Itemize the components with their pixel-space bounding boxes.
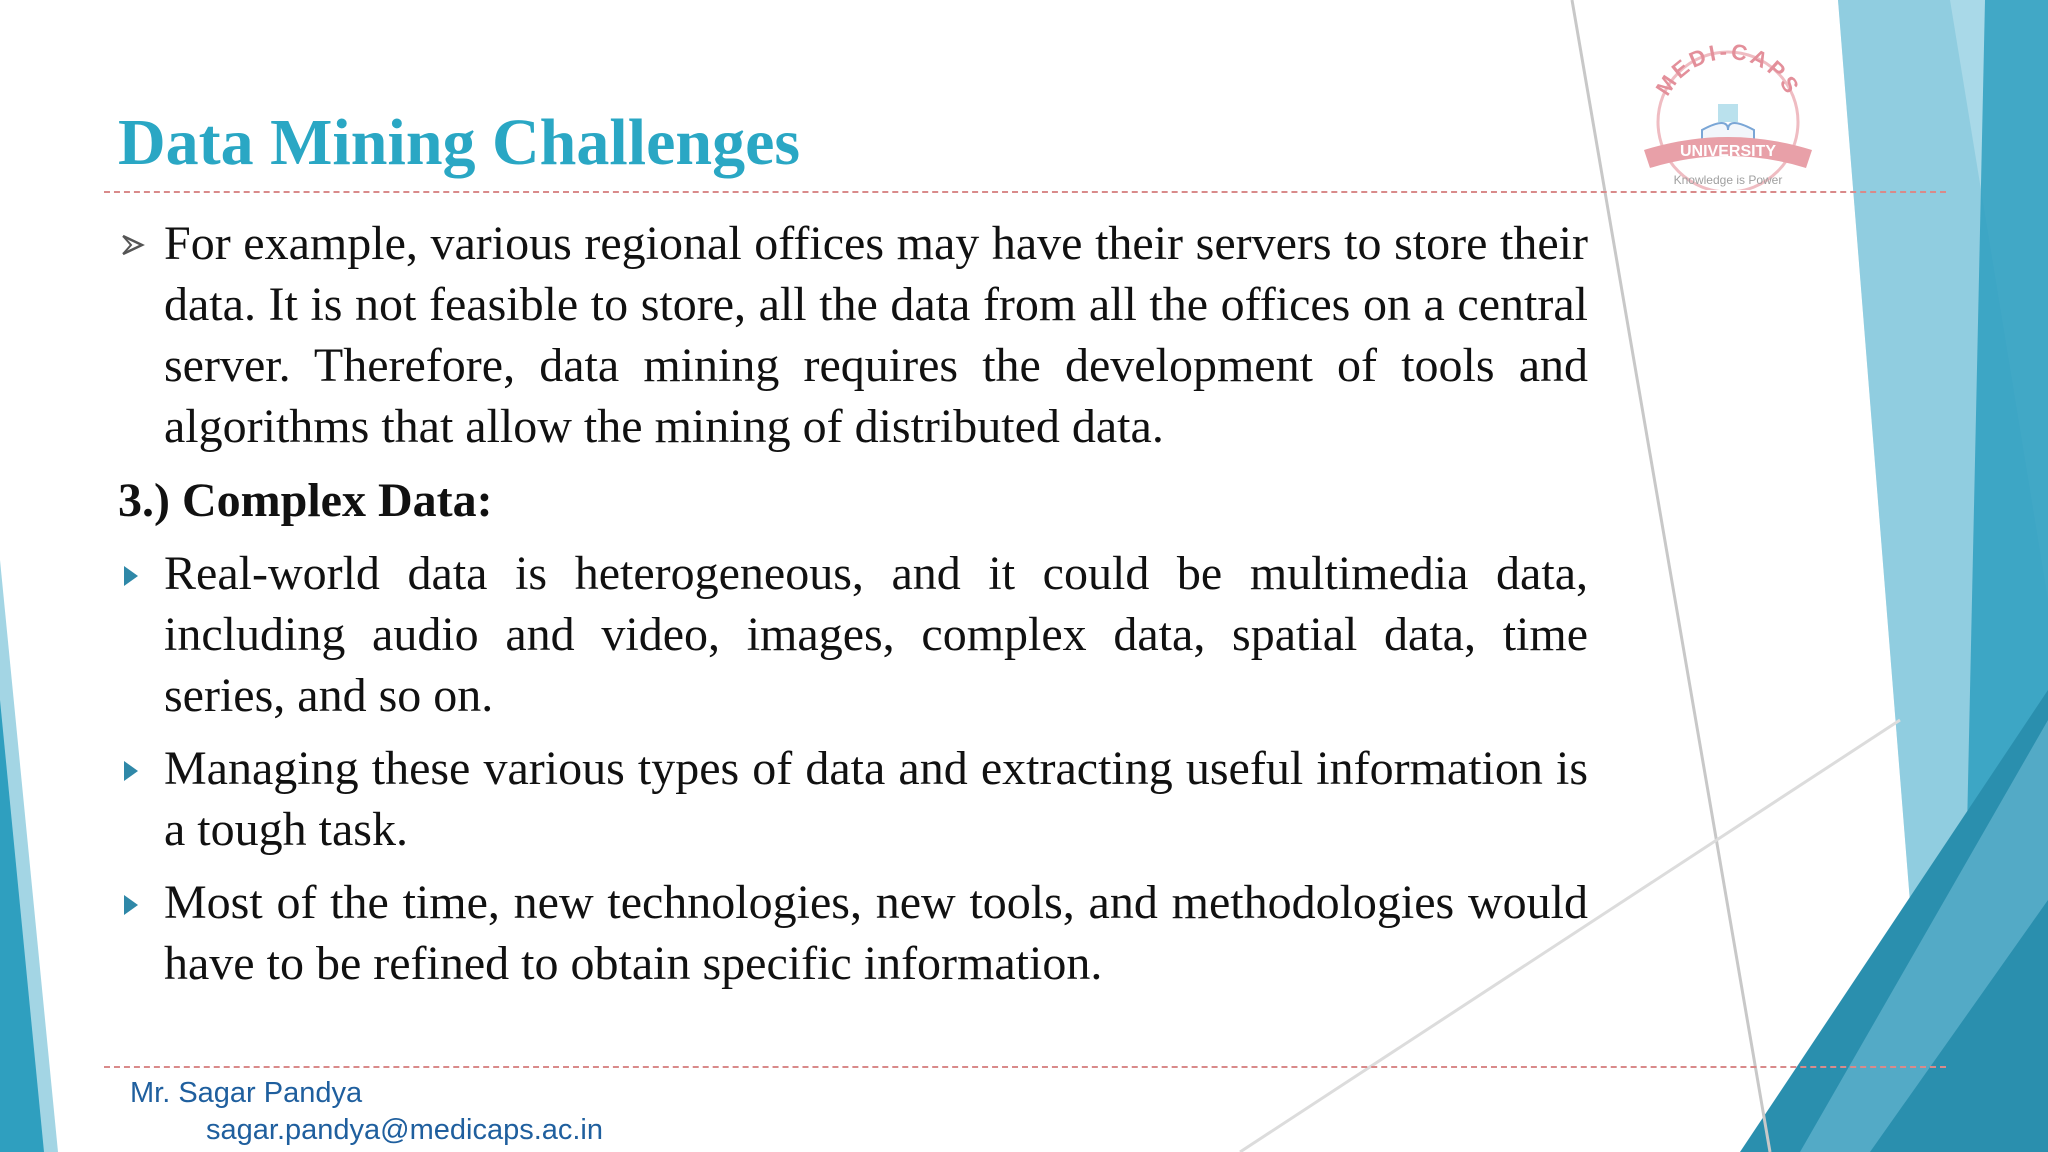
bullet-item-real-world-data [118, 543, 1588, 726]
bullet-item-new-technologies [118, 872, 1588, 994]
bullet-text: Real-world data is heterogeneous, and it could be multimedia data, including audio and video, images, complex data, spatial data, time series, and so on. [164, 547, 1588, 722]
svg-text:UNIVERSITY: UNIVERSITY [1679, 143, 1777, 160]
triangle-bullet-icon [118, 738, 148, 799]
bullet-text: Managing these various types of data and extracting useful information is a tough task. [164, 742, 1588, 856]
footer-author: Mr. Sagar Pandya [130, 1077, 363, 1109]
svg-text:Knowledge is Power: Knowledge is Power [1673, 173, 1783, 187]
bullet-item-managing-data [118, 738, 1588, 860]
footer-email: sagar.pandya@medicaps.ac.in [206, 1114, 604, 1146]
footer-divider [104, 1066, 1946, 1068]
svg-text:MEDI-CAPS: MEDI-CAPS [1650, 38, 1806, 100]
section-heading: 3.) Complex Data: [118, 474, 493, 527]
triangle-bullet-icon [118, 872, 148, 933]
triangle-bullet-icon [118, 543, 148, 604]
slide-content [118, 213, 1588, 994]
bullet-text: For example, various regional offices may have their servers to store their data. It is not feasible to store, all the data from all the offices on a central server. Therefore, data mining requires the development of tools and algorithms that allow the mining of distributed data. [164, 217, 1588, 453]
university-logo [1622, 30, 1832, 190]
bullet-text: Most of the time, new technologies, new tools, and methodologies would have to be refined to obtain specific information. [164, 876, 1588, 990]
hollow-arrow-bullet-icon [118, 213, 148, 274]
title-divider [104, 191, 1946, 193]
bullet-item-distributed-data [118, 213, 1588, 457]
slide-title: Data Mining Challenges [118, 106, 801, 179]
